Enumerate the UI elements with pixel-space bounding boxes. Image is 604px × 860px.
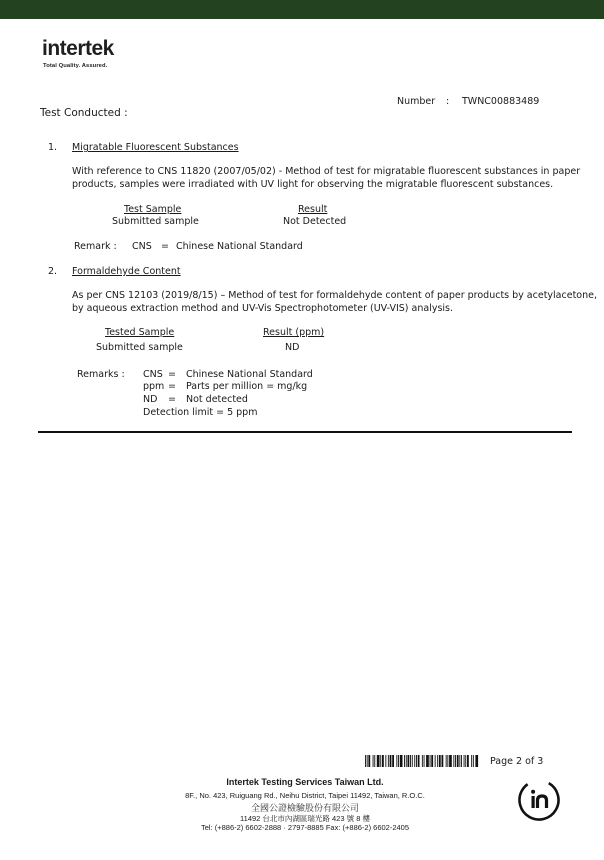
remark-eq-cns: = [168,369,176,380]
section-2-col2-header: Result (ppm) [263,327,325,338]
remark-abbr-nd: ND [143,394,158,405]
remark-eq-nd: = [168,394,176,405]
report-number: TWNC00883489 [462,96,540,107]
remark-meaning-nd: Not detected [186,394,248,405]
section-1-remark-meaning: Chinese National Standard [176,241,303,252]
footer-company: Intertek Testing Services Taiwan Ltd. [226,777,384,787]
section-2-title: Formaldehyde Content [72,266,181,277]
logo-tagline: Total Quality. Assured. [43,63,108,69]
remark-abbr-ppm: ppm [143,381,165,392]
footer-address-zh: 11492 台北市內湖區瑞光路 423 號 8 樓 [240,814,370,823]
barcode-icon [365,755,480,767]
number-separator: : [446,96,450,107]
section-1-remark-abbr: CNS [132,241,152,252]
section-1-sample-cell: Submitted sample [112,216,199,227]
test-conducted-heading: Test Conducted : [40,107,128,119]
remark-meaning-cns: Chinese National Standard [186,369,313,380]
page-indicator: Page 2 of 3 [490,756,544,767]
top-brand-bar [0,0,604,19]
section-2-index: 2. [48,266,58,277]
section-1-index: 1. [48,142,58,153]
footer-address-en: 8F., No. 423, Ruiguang Rd., Neihu District, Taipei 11492, Taiwan, R.O.C. [185,791,425,800]
section-1-description-line1: With reference to CNS 11820 (2007/05/02) - Method of test for migratable fluorescent substances in paper [72,166,581,177]
section-1-result-cell: Not Detected [283,216,347,227]
intertek-logo: intertek [42,37,114,60]
section-2-description-line1: As per CNS 12103 (2019/8/15) – Method of test for formaldehyde content of paper products by acetylacetone, [72,290,597,301]
detection-limit: Detection limit = 5 ppm [143,407,258,418]
remark-eq-ppm: = [168,381,176,392]
number-label: Number [397,96,436,107]
section-1-col2-header: Result [298,204,328,215]
footer-contact: Tel: (+886-2) 6602-2888 · 2797-8885 Fax: (+886-2) 6602-2405 [200,823,410,832]
section-2-remark-label: Remarks : [77,369,125,380]
section-2-sample-cell: Submitted sample [96,342,183,353]
section-2-col1-header: Tested Sample [105,327,175,338]
remark-meaning-ppm: Parts per million = mg/kg [186,381,308,392]
end-of-results-divider [38,431,572,433]
section-1-description-line2: products, samples were irradiated with UV light for observing the migratable fluorescent substances. [72,179,554,190]
intertek-seal-icon [517,778,561,822]
section-1-remark-eq: = [161,241,169,252]
footer-company-zh: 全國公證檢驗股份有限公司 [250,803,359,813]
section-1-col1-header: Test Sample [124,204,182,215]
section-2-description-line2: by aqueous extraction method and UV-Vis Spectrophotometer (UV-VIS) analysis. [72,303,454,314]
remark-abbr-cns: CNS [143,369,163,380]
section-1-remark-label: Remark : [74,241,117,252]
section-2-result-cell: ND [285,342,300,353]
section-1-title: Migratable Fluorescent Substances [72,142,239,153]
